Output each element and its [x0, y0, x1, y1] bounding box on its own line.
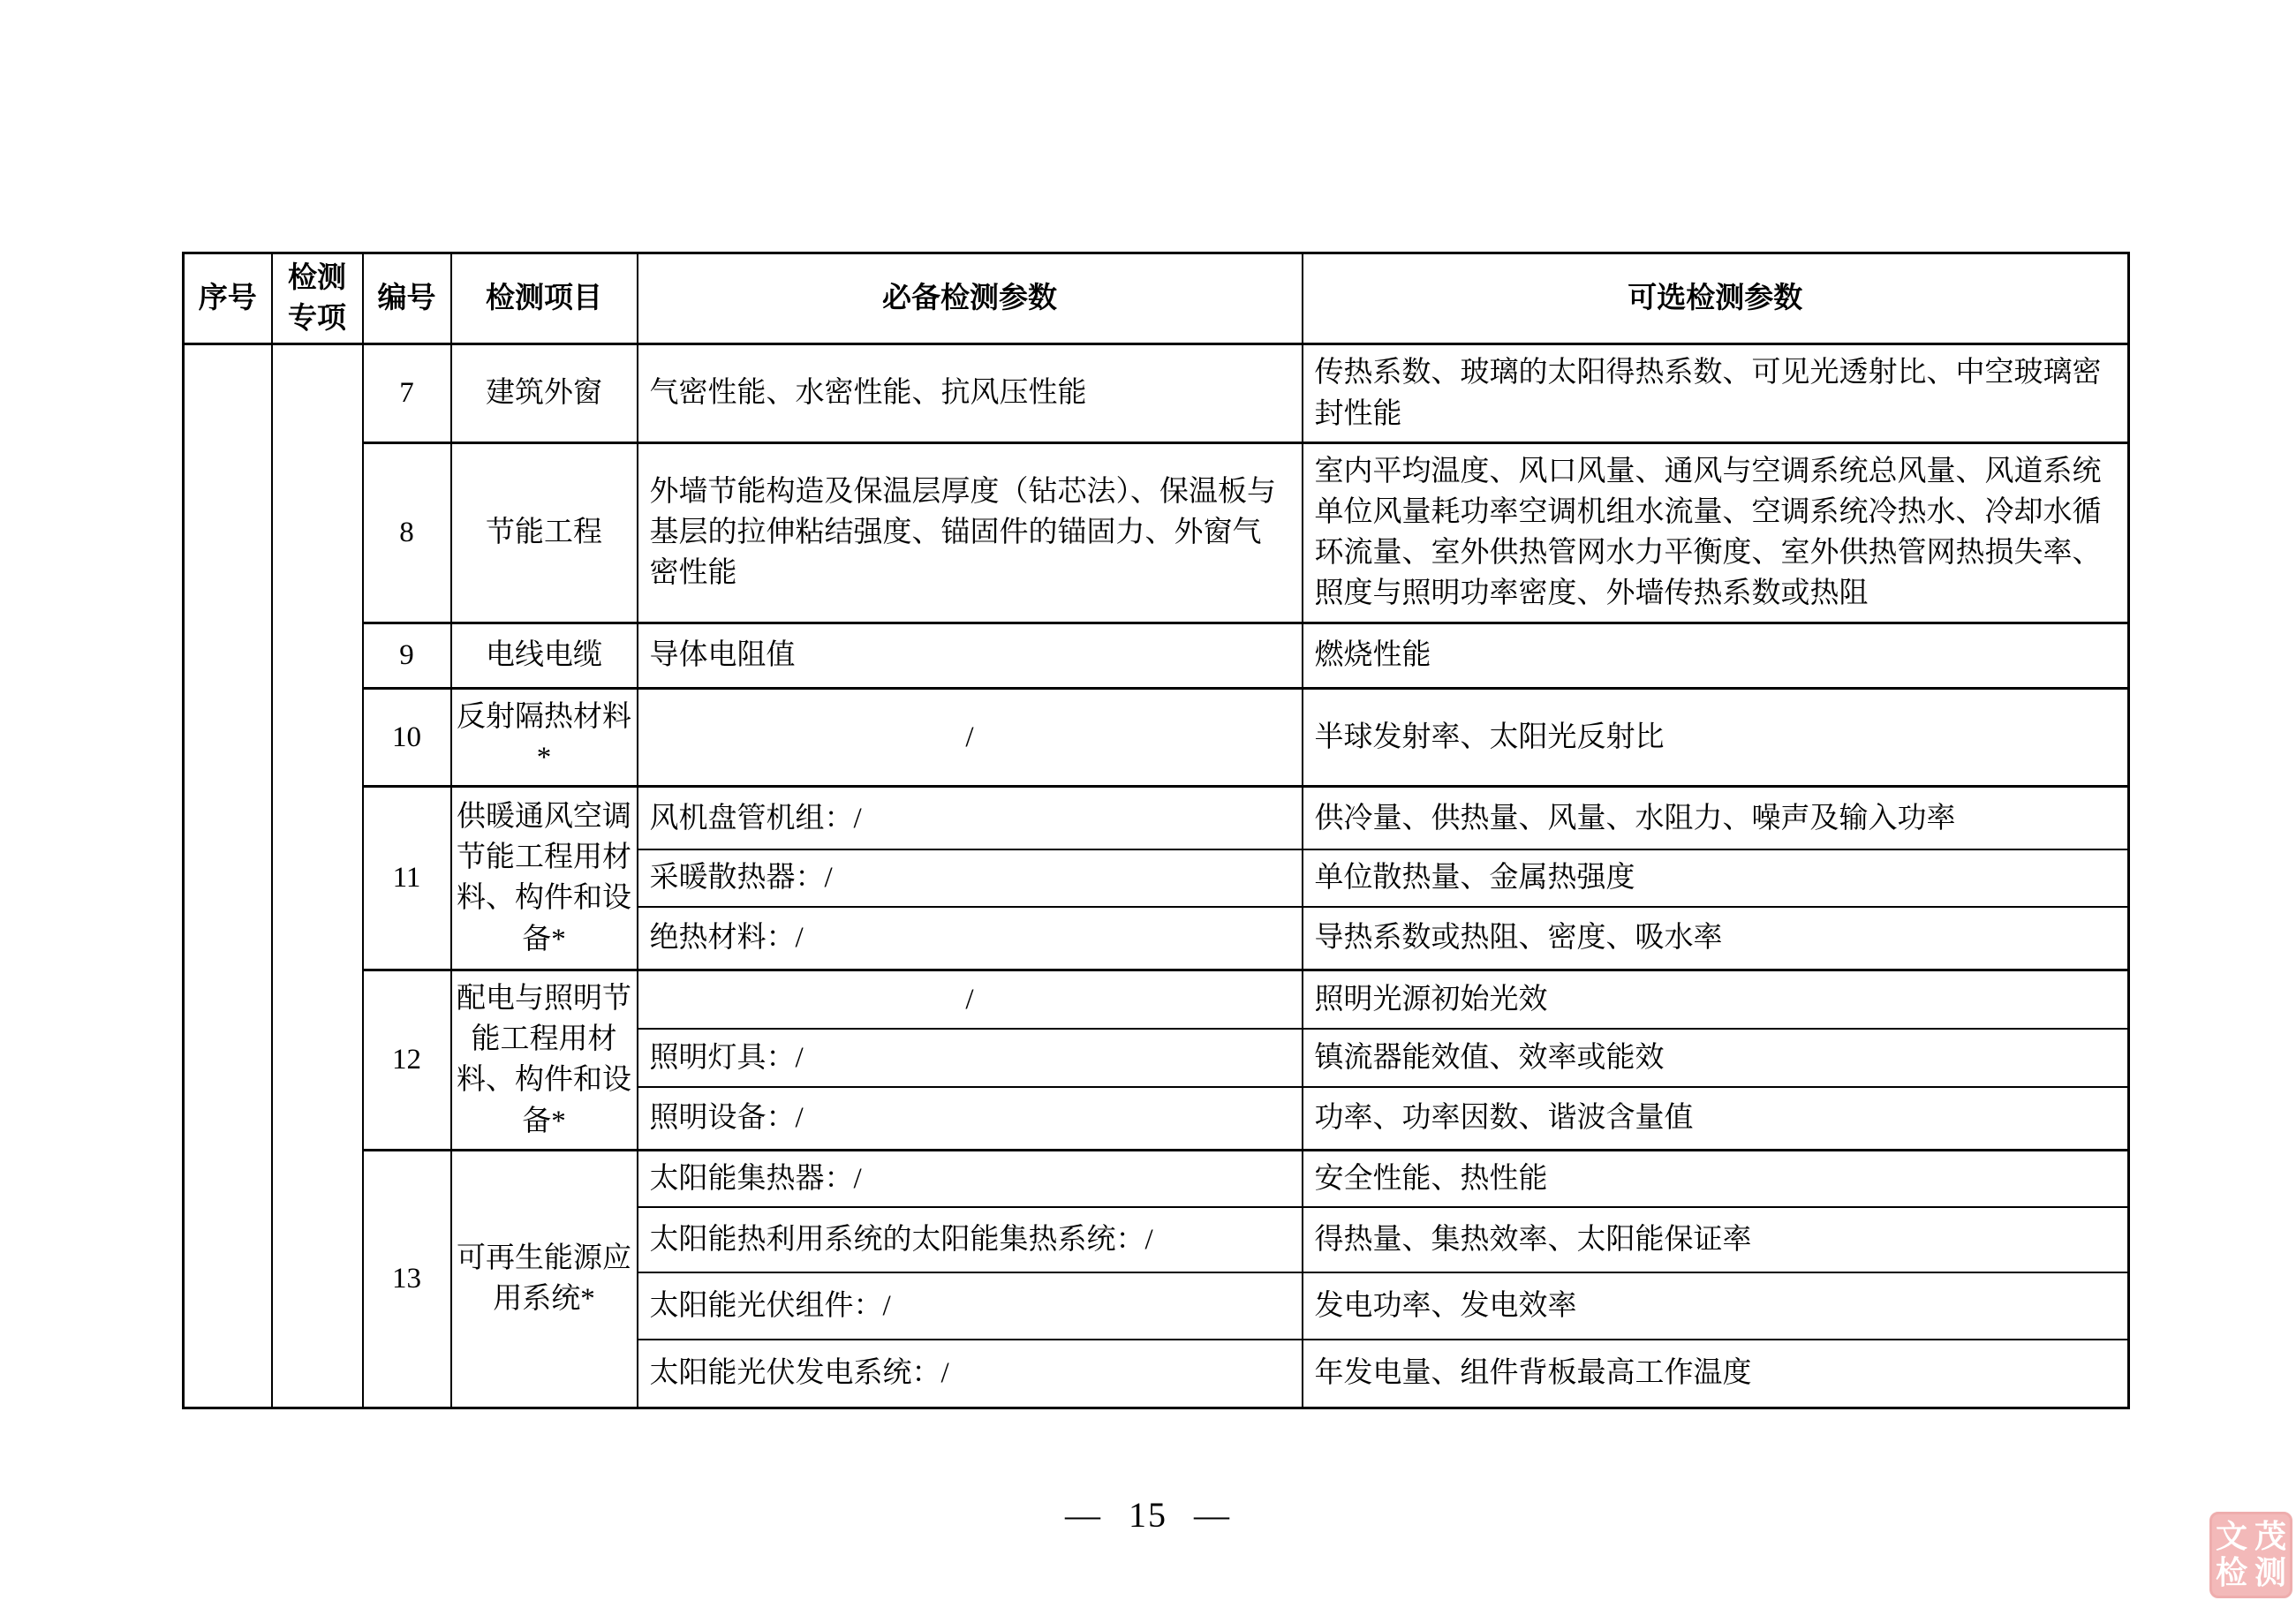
required-parameters: / [638, 970, 1303, 1029]
item-name: 建筑外窗 [451, 344, 638, 442]
header-col-required: 必备检测参数 [638, 253, 1303, 344]
optional-parameters: 照明光源初始光效 [1303, 970, 2129, 1029]
optional-parameters: 年发电量、组件背板最高工作温度 [1303, 1340, 2129, 1408]
item-name: 电线电缆 [451, 623, 638, 688]
table-row [184, 623, 2129, 688]
table-row [184, 442, 2129, 623]
optional-parameters: 半球发射率、太阳光反射比 [1303, 688, 2129, 786]
company-seal-stamp [2209, 1512, 2292, 1598]
item-name: 配电与照明节能工程用材料、构件和设备* [451, 970, 638, 1151]
required-parameters: 风机盘管机组：/ [638, 786, 1303, 849]
item-number: 9 [363, 623, 451, 688]
item-name: 反射隔热材料* [451, 688, 638, 786]
optional-parameters: 传热系数、玻璃的太阳得热系数、可见光透射比、中空玻璃密封性能 [1303, 344, 2129, 442]
item-name: 节能工程 [451, 442, 638, 623]
required-parameters: 太阳能光伏发电系统：/ [638, 1340, 1303, 1408]
sequence-cell-empty [184, 344, 272, 1408]
table-body [184, 344, 2129, 1408]
header-col-index: 序号 [184, 253, 272, 344]
required-parameters: 采暖散热器：/ [638, 849, 1303, 906]
optional-parameters: 导热系数或热阻、密度、吸水率 [1303, 907, 2129, 970]
seal-text-line2: 检测 [2216, 1555, 2294, 1590]
item-number: 11 [363, 786, 451, 970]
required-parameters: 气密性能、水密性能、抗风压性能 [638, 344, 1303, 442]
table-row [184, 970, 2129, 1029]
optional-parameters: 得热量、集热效率、太阳能保证率 [1303, 1207, 2129, 1272]
optional-parameters: 单位散热量、金属热强度 [1303, 849, 2129, 906]
required-parameters: 照明设备：/ [638, 1087, 1303, 1150]
seal-text-line1: 文茂 [2216, 1518, 2294, 1554]
item-number: 10 [363, 688, 451, 786]
item-number: 8 [363, 442, 451, 623]
table-header [184, 253, 2129, 344]
header-col-number: 编号 [363, 253, 451, 344]
required-parameters: 绝热材料：/ [638, 907, 1303, 970]
required-parameters: 外墙节能构造及保温层厚度（钻芯法）、保温板与基层的拉伸粘结强度、锚固件的锚固力、外窗气密性能 [638, 442, 1303, 623]
required-parameters: / [638, 688, 1303, 786]
item-name: 供暖通风空调节能工程用材料、构件和设备* [451, 786, 638, 970]
page-number: — 15 — [1065, 1495, 1231, 1535]
item-number: 12 [363, 970, 451, 1151]
header-col-special: 检测专项 [272, 253, 363, 344]
table-row [184, 1150, 2129, 1207]
optional-parameters: 供冷量、供热量、风量、水阻力、噪声及输入功率 [1303, 786, 2129, 849]
optional-parameters: 发电功率、发电效率 [1303, 1272, 2129, 1340]
table-row [184, 344, 2129, 442]
required-parameters: 太阳能光伏组件：/ [638, 1272, 1303, 1340]
required-parameters: 导体电阻值 [638, 623, 1303, 688]
header-col-item: 检测项目 [451, 253, 638, 344]
inspection-parameters-table [182, 252, 2130, 1409]
item-number: 13 [363, 1150, 451, 1408]
item-number: 7 [363, 344, 451, 442]
item-name: 可再生能源应用系统* [451, 1150, 638, 1408]
table-row [184, 688, 2129, 786]
optional-parameters: 室内平均温度、风口风量、通风与空调系统总风量、风道系统单位风量耗功率空调机组水流量、空调系统冷热水、冷却水循环流量、室外供热管网水力平衡度、室外供热管网热损失率、照度与照明功率密度、外墙传热系数或热阻 [1303, 442, 2129, 623]
optional-parameters: 燃烧性能 [1303, 623, 2129, 688]
table-row [184, 786, 2129, 849]
optional-parameters: 安全性能、热性能 [1303, 1150, 2129, 1207]
special-category-cell-empty [272, 344, 363, 1408]
required-parameters: 太阳能集热器：/ [638, 1150, 1303, 1207]
required-parameters: 照明灯具：/ [638, 1029, 1303, 1087]
optional-parameters: 镇流器能效值、效率或能效 [1303, 1029, 2129, 1087]
optional-parameters: 功率、功率因数、谐波含量值 [1303, 1087, 2129, 1150]
required-parameters: 太阳能热利用系统的太阳能集热系统：/ [638, 1207, 1303, 1272]
header-col-optional: 可选检测参数 [1303, 253, 2129, 344]
